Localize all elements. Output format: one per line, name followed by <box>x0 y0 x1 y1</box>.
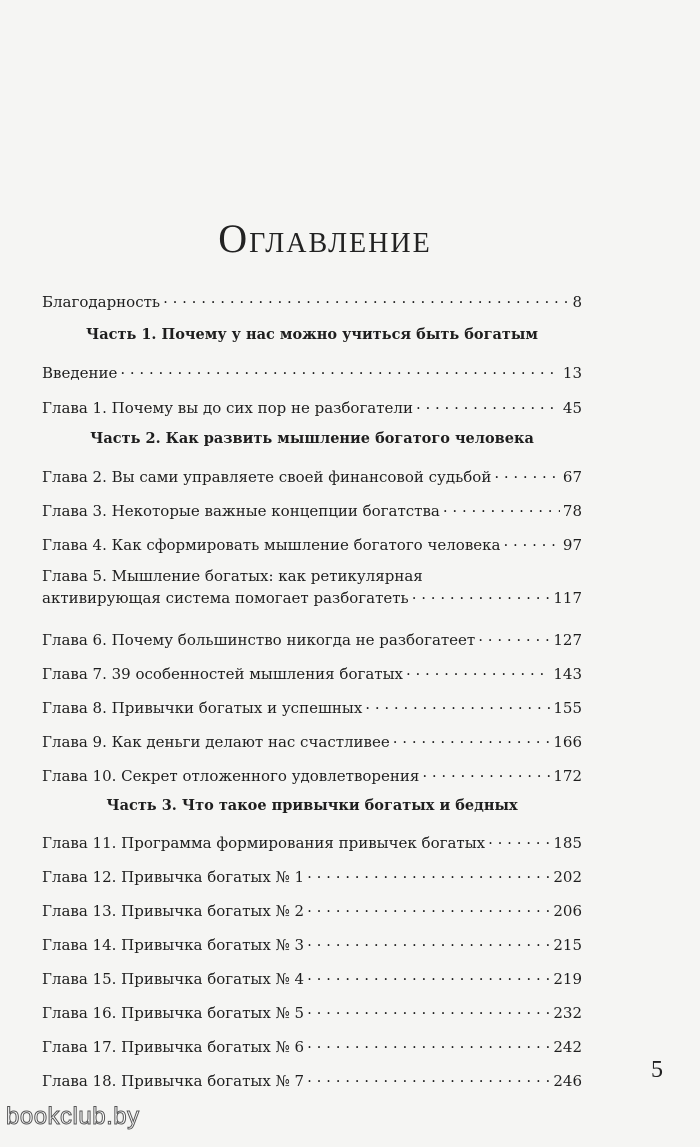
toc-entry-page: 232 <box>553 1004 582 1022</box>
toc-entry-chapter-15 <box>42 966 582 988</box>
toc-entry-page: 219 <box>553 970 582 988</box>
toc-entry-page: 78 <box>562 502 582 520</box>
leader-dots <box>412 585 551 603</box>
toc-entry-chapter-8 <box>42 695 582 717</box>
leader-dots <box>443 498 560 516</box>
toc-entry-title: Глава 17. Привычка богатых № 6 <box>42 1038 305 1056</box>
toc-entry-chapter-5 <box>42 567 582 607</box>
toc-entry-page: 45 <box>562 399 582 417</box>
toc-entry-title: Глава 13. Привычка богатых № 2 <box>42 902 305 920</box>
leader-dots <box>307 932 550 950</box>
toc-entry-page: 97 <box>562 536 582 554</box>
toc-entry-title: Глава 9. Как деньги делают нас счастливее <box>42 733 390 751</box>
toc-entry-title-line2: активирующая система помогает разбогатеть <box>42 589 409 607</box>
toc-entry-page: 13 <box>562 364 582 382</box>
toc-entry-page: 143 <box>553 665 582 683</box>
toc-entry-title: Глава 14. Привычка богатых № 3 <box>42 936 305 954</box>
toc-entry-title: Глава 15. Привычка богатых № 4 <box>42 970 305 988</box>
leader-dots <box>120 360 560 378</box>
toc-entry-title: Глава 1. Почему вы до сих пор не разбогатели <box>42 399 413 417</box>
toc-entry-page: 127 <box>553 631 582 649</box>
leader-dots <box>393 729 551 747</box>
toc-entry-title: Глава 8. Привычки богатых и успешных <box>42 699 363 717</box>
toc-entry-title: Введение <box>42 364 118 382</box>
toc-entry-page: 8 <box>572 293 582 311</box>
toc-entry-line2 <box>42 585 582 607</box>
toc-entry-chapter-13 <box>42 898 582 920</box>
toc-entry-title: Глава 11. Программа формирования привычек богатых <box>42 834 486 852</box>
toc-entry-title: Благодарность <box>42 293 161 311</box>
toc-entry-chapter-7 <box>42 661 582 683</box>
toc-entry-page: 215 <box>553 936 582 954</box>
leader-dots <box>163 289 569 307</box>
toc-entry-page: 185 <box>553 834 582 852</box>
part-heading-1: Часть 1. Почему у нас можно учиться быть богатым <box>86 326 538 343</box>
toc-entry-title: Глава 7. 39 особенностей мышления богатых <box>42 665 403 683</box>
toc-entry-chapter-16 <box>42 1000 582 1022</box>
toc-entry-chapter-14 <box>42 932 582 954</box>
toc-entry-chapter-11 <box>42 830 582 852</box>
toc-entry-page: 67 <box>562 468 582 486</box>
leader-dots <box>365 695 550 713</box>
toc-entry-page: 166 <box>553 733 582 751</box>
toc-entry-chapter-6 <box>42 627 582 649</box>
toc-entry-page: 246 <box>553 1072 582 1090</box>
toc-entry-page: 242 <box>553 1038 582 1056</box>
toc-entry-chapter-12 <box>42 864 582 886</box>
toc-entry-acknowledgements <box>42 289 582 311</box>
leader-dots <box>307 1068 550 1086</box>
toc-entry-page: 155 <box>553 699 582 717</box>
toc-entry-introduction <box>42 360 582 382</box>
leader-dots <box>488 830 550 848</box>
leader-dots <box>307 864 550 882</box>
toc-entry-title: Глава 12. Привычка богатых № 1 <box>42 868 305 886</box>
leader-dots <box>478 627 550 645</box>
part-heading-3: Часть 3. Что такое привычки богатых и бедных <box>106 797 518 814</box>
toc-entry-title: Глава 6. Почему большинство никогда не разбогатеет <box>42 631 476 649</box>
toc-entry-title: Глава 4. Как сформировать мышление богатого человека <box>42 536 501 554</box>
toc-entry-chapter-1 <box>42 395 582 417</box>
toc-entry-page: 202 <box>553 868 582 886</box>
toc-entry-title: Глава 10. Секрет отложенного удовлетворения <box>42 767 420 785</box>
toc-entry-title: Глава 3. Некоторые важные концепции богатства <box>42 502 440 520</box>
watermark: bookclub.by <box>6 1103 140 1130</box>
toc-entry-page: 117 <box>553 589 582 607</box>
toc-entry-page: 172 <box>553 767 582 785</box>
toc-entry-title: Глава 2. Вы сами управляете своей финансовой судьбой <box>42 468 492 486</box>
toc-entry-chapter-10 <box>42 763 582 785</box>
leader-dots <box>307 898 550 916</box>
toc-entry-chapter-3 <box>42 498 582 520</box>
toc-entry-title: Глава 18. Привычка богатых № 7 <box>42 1072 305 1090</box>
toc-entry-chapter-9 <box>42 729 582 751</box>
toc-entry-chapter-2 <box>42 464 582 486</box>
toc-entry-chapter-17 <box>42 1034 582 1056</box>
toc-entry-chapter-18 <box>42 1068 582 1090</box>
leader-dots <box>503 532 559 550</box>
leader-dots <box>422 763 550 781</box>
toc-entry-chapter-4 <box>42 532 582 554</box>
leader-dots <box>416 395 560 413</box>
leader-dots <box>307 1000 550 1018</box>
page-title: Оглавление <box>218 216 432 261</box>
part-heading-2: Часть 2. Как развить мышление богатого человека <box>90 430 534 447</box>
leader-dots <box>494 464 560 482</box>
toc-entry-title-line1: Глава 5. Мышление богатых: как ретикулярная <box>42 567 423 585</box>
leader-dots <box>406 661 550 679</box>
leader-dots <box>307 1034 550 1052</box>
folio: 5 <box>651 1057 663 1083</box>
toc-entry-page: 206 <box>553 902 582 920</box>
leader-dots <box>307 966 550 984</box>
toc-entry-title: Глава 16. Привычка богатых № 5 <box>42 1004 305 1022</box>
